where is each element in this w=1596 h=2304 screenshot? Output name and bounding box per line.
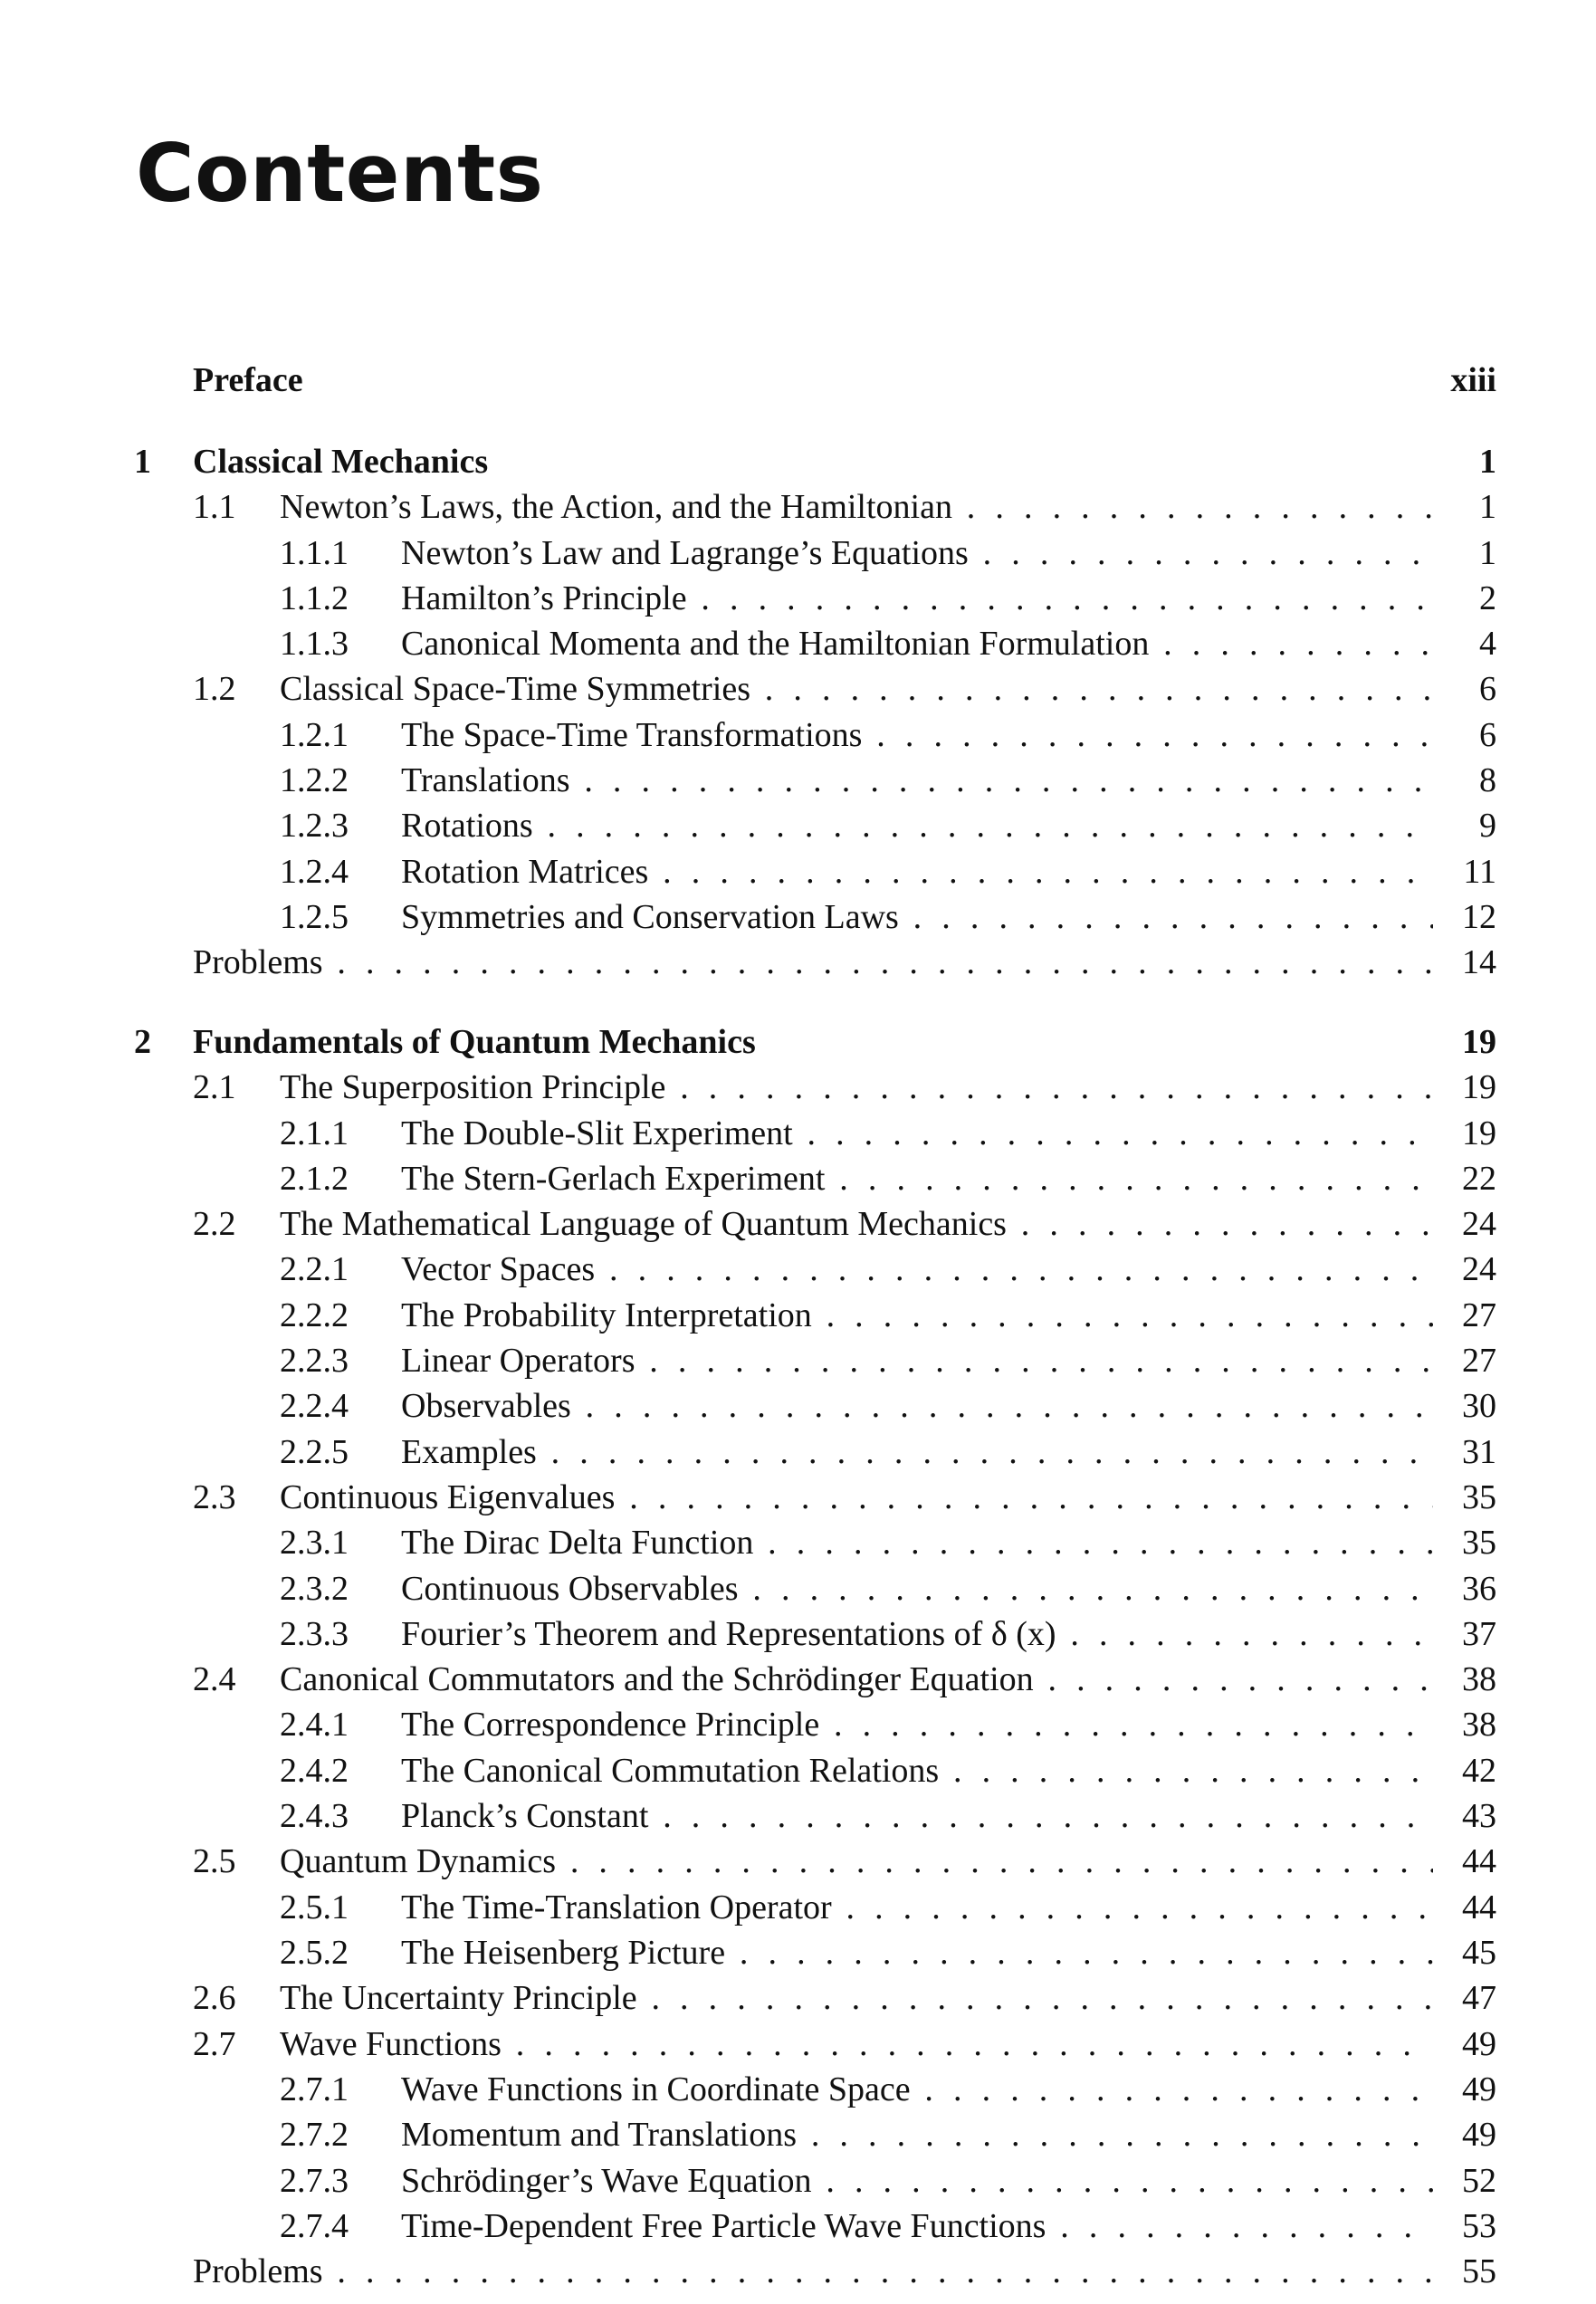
- toc-entry-section[interactable]: [0, 1975, 1596, 2021]
- entry-title-wrap: [401, 849, 1433, 894]
- entry-title: Preface: [193, 361, 303, 399]
- entry-title: Observables . . .: [401, 1387, 1433, 1425]
- entry-title-wrap: [280, 666, 1433, 712]
- entry-title: Schrödinger’s Wave Equation . . .: [401, 2162, 1433, 2200]
- entry-title: Canonical Momenta and the Hamiltonian Formulation . . .: [401, 625, 1433, 663]
- entry-page: 38: [1462, 1660, 1496, 1698]
- entry-title-wrap: [193, 1019, 1415, 1065]
- toc-entry-subsection[interactable]: [0, 1111, 1596, 1156]
- entry-title: The Uncertainty Principle . . .: [280, 1979, 1433, 2017]
- toc-entry-subsection[interactable]: [0, 712, 1596, 758]
- entry-title-wrap: [401, 1520, 1433, 1565]
- entry-number: 2.3.2: [280, 1570, 349, 1608]
- entry-title-wrap: [193, 439, 1415, 484]
- entry-title-wrap: [401, 1156, 1433, 1201]
- entry-page: 35: [1462, 1524, 1496, 1562]
- entry-title-wrap: [401, 1885, 1433, 1930]
- entry-title: Problems . . .: [193, 943, 1433, 981]
- toc-entry-subsection[interactable]: [0, 1520, 1596, 1565]
- entry-page: 36: [1462, 1570, 1496, 1608]
- entry-number: 2.2.2: [280, 1296, 349, 1334]
- toc-entry-subsection[interactable]: [0, 2067, 1596, 2112]
- entry-title: Fundamentals of Quantum Mechanics: [193, 1023, 756, 1061]
- entry-title-wrap: [401, 758, 1433, 803]
- entry-title: The Dirac Delta Function . . .: [401, 1524, 1433, 1562]
- entry-page: 24: [1462, 1250, 1496, 1288]
- entry-title: Continuous Observables . . .: [401, 1570, 1433, 1608]
- entry-page: 31: [1462, 1433, 1496, 1471]
- entry-page: 4: [1479, 625, 1496, 663]
- entry-number: 2.2.5: [280, 1433, 349, 1471]
- entry-title-wrap: [401, 1293, 1433, 1338]
- entry-title: Quantum Dynamics . . .: [280, 1842, 1433, 1880]
- entry-title-wrap: [401, 1247, 1433, 1292]
- entry-title: The Space-Time Transformations . . .: [401, 716, 1433, 754]
- entry-number: 2.7.2: [280, 2116, 349, 2154]
- entry-page: 12: [1462, 898, 1496, 936]
- entry-number: 2.4: [193, 1660, 236, 1698]
- entry-title: The Double-Slit Experiment . . .: [401, 1114, 1433, 1152]
- entry-number: 2.5.1: [280, 1888, 349, 1926]
- toc-entry-subsection[interactable]: [0, 1293, 1596, 1338]
- toc-entry-subsection[interactable]: [0, 1383, 1596, 1429]
- entry-title-wrap: [401, 621, 1433, 666]
- entry-title: Translations . . .: [401, 761, 1433, 799]
- entry-number: 2: [134, 1023, 151, 1061]
- toc-entry-chapter[interactable]: [0, 1019, 1596, 1065]
- entry-page: 2: [1479, 579, 1496, 617]
- entry-number: 1.1.1: [280, 534, 349, 572]
- entry-page: 35: [1462, 1478, 1496, 1516]
- entry-page: 9: [1479, 807, 1496, 845]
- entry-title-wrap: [401, 1338, 1433, 1383]
- entry-title: Classical Space-Time Symmetries . . .: [280, 670, 1433, 708]
- toc-entry-subsection[interactable]: [0, 1611, 1596, 1657]
- entry-number: 2.7.4: [280, 2207, 349, 2245]
- toc-entry-chapter[interactable]: [0, 439, 1596, 484]
- toc-entry-subsection[interactable]: [0, 2158, 1596, 2204]
- entry-page: 14: [1462, 943, 1496, 981]
- entry-number: 2.4.2: [280, 1752, 349, 1790]
- entry-title-wrap: [193, 358, 1415, 403]
- entry-page: 42: [1462, 1752, 1496, 1790]
- entry-title: The Time-Translation Operator . . .: [401, 1888, 1433, 1926]
- toc-entry-subsection[interactable]: [0, 849, 1596, 894]
- entry-title-wrap: [401, 1429, 1433, 1475]
- entry-page: 19: [1462, 1114, 1496, 1152]
- toc-entry-subsection[interactable]: [0, 531, 1596, 576]
- entry-title-wrap: [401, 1748, 1433, 1793]
- entry-number: 1.2: [193, 670, 236, 708]
- entry-title-wrap: [401, 2204, 1433, 2249]
- toc-entry-subsection[interactable]: [0, 1338, 1596, 1383]
- entry-page: 6: [1479, 716, 1496, 754]
- entry-title: Fourier’s Theorem and Representations of δ (x) . . .: [401, 1615, 1433, 1653]
- entry-title-wrap: [401, 1611, 1433, 1657]
- entry-number: 1.1: [193, 488, 236, 526]
- entry-title-wrap: [280, 1475, 1433, 1520]
- entry-number: 2.1.1: [280, 1114, 349, 1152]
- entry-page: 27: [1462, 1342, 1496, 1380]
- entry-title: The Heisenberg Picture . . .: [401, 1934, 1433, 1972]
- entry-page: 8: [1479, 761, 1496, 799]
- entry-title-wrap: [401, 1566, 1433, 1611]
- toc-entry-problems[interactable]: [0, 2249, 1596, 2294]
- entry-page: 37: [1462, 1615, 1496, 1653]
- entry-number: 2.7.3: [280, 2162, 349, 2200]
- entry-page: 52: [1462, 2162, 1496, 2200]
- entry-title-wrap: [401, 712, 1433, 758]
- entry-title: Momentum and Translations . . .: [401, 2116, 1433, 2154]
- entry-page: xiii: [1450, 361, 1496, 399]
- entry-page: 1: [1479, 443, 1496, 481]
- entry-title: The Correspondence Principle . . .: [401, 1706, 1433, 1744]
- toc-entry-subsection[interactable]: [0, 1247, 1596, 1292]
- entry-page: 1: [1479, 488, 1496, 526]
- entry-number: 2.1.2: [280, 1160, 349, 1198]
- entry-title-wrap: [280, 1975, 1433, 2021]
- entry-number: 2.4.1: [280, 1706, 349, 1744]
- entry-title-wrap: [401, 2067, 1433, 2112]
- entry-number: 1.2.2: [280, 761, 349, 799]
- entry-page: 49: [1462, 2025, 1496, 2063]
- page-title: Contents: [136, 127, 544, 220]
- entry-page: 55: [1462, 2252, 1496, 2290]
- entry-page: 43: [1462, 1797, 1496, 1835]
- entry-page: 6: [1479, 670, 1496, 708]
- entry-title: The Probability Interpretation . . .: [401, 1296, 1433, 1334]
- entry-title-wrap: [401, 1111, 1433, 1156]
- entry-page: 24: [1462, 1205, 1496, 1243]
- entry-title-wrap: [401, 1793, 1433, 1839]
- entry-number: 2.5.2: [280, 1934, 349, 1972]
- toc-entry-subsection[interactable]: [0, 2112, 1596, 2157]
- toc-entry-subsection[interactable]: [0, 1429, 1596, 1475]
- entry-title-wrap: [280, 484, 1433, 530]
- toc-entry-subsection[interactable]: [0, 576, 1596, 621]
- entry-page: 30: [1462, 1387, 1496, 1425]
- entry-title-wrap: [401, 1383, 1433, 1429]
- entry-title: Vector Spaces . . .: [401, 1250, 1433, 1288]
- entry-title-wrap: [280, 1839, 1433, 1884]
- entry-title-wrap: [280, 2022, 1433, 2067]
- entry-title: Planck’s Constant . . .: [401, 1797, 1433, 1835]
- entry-title-wrap: [193, 940, 1433, 985]
- entry-title: Time-Dependent Free Particle Wave Functions . . .: [401, 2207, 1433, 2245]
- entry-page: 22: [1462, 1160, 1496, 1198]
- entry-page: 19: [1462, 1068, 1496, 1106]
- entry-title-wrap: [401, 803, 1433, 848]
- entry-title-wrap: [401, 1930, 1433, 1975]
- entry-title: The Mathematical Language of Quantum Mechanics . . .: [280, 1205, 1433, 1243]
- toc-entry-subsection[interactable]: [0, 894, 1596, 940]
- entry-page: 49: [1462, 2070, 1496, 2108]
- entry-title: Rotation Matrices . . .: [401, 853, 1433, 891]
- entry-title: Classical Mechanics: [193, 443, 489, 481]
- entry-title-wrap: [401, 576, 1433, 621]
- entry-title: Newton’s Law and Lagrange’s Equations . . .: [401, 534, 1433, 572]
- toc-entry-subsection[interactable]: [0, 1885, 1596, 1930]
- entry-number: 2.2.3: [280, 1342, 349, 1380]
- entry-title-wrap: [280, 1065, 1433, 1110]
- entry-number: 1.2.3: [280, 807, 349, 845]
- entry-number: 2.3.1: [280, 1524, 349, 1562]
- entry-number: 2.2.4: [280, 1387, 349, 1425]
- toc-entry-subsection[interactable]: [0, 1156, 1596, 1201]
- entry-page: 45: [1462, 1934, 1496, 1972]
- toc-entry-subsection[interactable]: [0, 1702, 1596, 1747]
- entry-number: 2.7.1: [280, 2070, 349, 2108]
- entry-title: Linear Operators . . .: [401, 1342, 1433, 1380]
- entry-number: 1.2.5: [280, 898, 349, 936]
- entry-number: 2.2: [193, 1205, 236, 1243]
- entry-page: 44: [1462, 1842, 1496, 1880]
- entry-page: 19: [1462, 1023, 1496, 1061]
- entry-title-wrap: [401, 2112, 1433, 2157]
- toc-entry-subsection[interactable]: [0, 1748, 1596, 1793]
- entry-title: Hamilton’s Principle . . .: [401, 579, 1433, 617]
- entry-page: 49: [1462, 2116, 1496, 2154]
- entry-number: 1: [134, 443, 151, 481]
- toc-entry-subsection[interactable]: [0, 2204, 1596, 2249]
- entry-number: 1.1.2: [280, 579, 349, 617]
- entry-title: Canonical Commutators and the Schrödinger Equation . . .: [280, 1660, 1433, 1698]
- toc-entry-subsection[interactable]: [0, 803, 1596, 848]
- entry-number: 2.5: [193, 1842, 236, 1880]
- entry-title-wrap: [280, 1657, 1433, 1702]
- toc-entry-section[interactable]: [0, 1839, 1596, 1884]
- toc-entry-problems[interactable]: [0, 940, 1596, 985]
- entry-number: 2.6: [193, 1979, 236, 2017]
- entry-number: 2.3.3: [280, 1615, 349, 1653]
- entry-title: Examples . . .: [401, 1433, 1433, 1471]
- toc-entry-section[interactable]: [0, 1201, 1596, 1247]
- entry-title: Wave Functions in Coordinate Space . . .: [401, 2070, 1433, 2108]
- entry-page: 38: [1462, 1706, 1496, 1744]
- entry-title-wrap: [280, 1201, 1433, 1247]
- entry-title: Symmetries and Conservation Laws . . .: [401, 898, 1433, 936]
- toc-entry-subsection[interactable]: [0, 1930, 1596, 1975]
- entry-page: 27: [1462, 1296, 1496, 1334]
- entry-number: 2.2.1: [280, 1250, 349, 1288]
- entry-title: Rotations . . .: [401, 807, 1433, 845]
- entry-number: 1.1.3: [280, 625, 349, 663]
- toc-entry-section[interactable]: [0, 666, 1596, 712]
- toc-entry-section[interactable]: [0, 1657, 1596, 1702]
- toc-entry-section[interactable]: [0, 484, 1596, 530]
- entry-title-wrap: [193, 2249, 1433, 2294]
- toc-entry-preface[interactable]: [0, 358, 1596, 403]
- entry-title: Newton’s Laws, the Action, and the Hamiltonian . . .: [280, 488, 1433, 526]
- toc-entry-subsection[interactable]: [0, 1793, 1596, 1839]
- entry-number: 2.7: [193, 2025, 236, 2063]
- entry-title: Problems . . .: [193, 2252, 1433, 2290]
- entry-title: Wave Functions . . .: [280, 2025, 1433, 2063]
- entry-title-wrap: [401, 531, 1433, 576]
- entry-page: 11: [1463, 853, 1496, 891]
- entry-number: 2.4.3: [280, 1797, 349, 1835]
- entry-number: 2.1: [193, 1068, 236, 1106]
- entry-page: 47: [1462, 1979, 1496, 2017]
- entry-title: The Stern-Gerlach Experiment . . .: [401, 1160, 1433, 1198]
- entry-title-wrap: [401, 1702, 1433, 1747]
- entry-title: The Canonical Commutation Relations . . .: [401, 1752, 1433, 1790]
- toc-entry-section[interactable]: [0, 2022, 1596, 2067]
- entry-title: The Superposition Principle . . .: [280, 1068, 1433, 1106]
- toc-entry-section[interactable]: [0, 1475, 1596, 1520]
- toc-entry-subsection[interactable]: [0, 758, 1596, 803]
- toc-entry-section[interactable]: [0, 1065, 1596, 1110]
- entry-page: 1: [1479, 534, 1496, 572]
- entry-title: Continuous Eigenvalues . . .: [280, 1478, 1433, 1516]
- entry-number: 2.3: [193, 1478, 236, 1516]
- entry-number: 1.2.4: [280, 853, 349, 891]
- entry-page: 44: [1462, 1888, 1496, 1926]
- entry-number: 1.2.1: [280, 716, 349, 754]
- entry-title-wrap: [401, 2158, 1433, 2204]
- toc-entry-subsection[interactable]: [0, 621, 1596, 666]
- entry-page: 53: [1462, 2207, 1496, 2245]
- toc-entry-subsection[interactable]: [0, 1566, 1596, 1611]
- entry-title-wrap: [401, 894, 1433, 940]
